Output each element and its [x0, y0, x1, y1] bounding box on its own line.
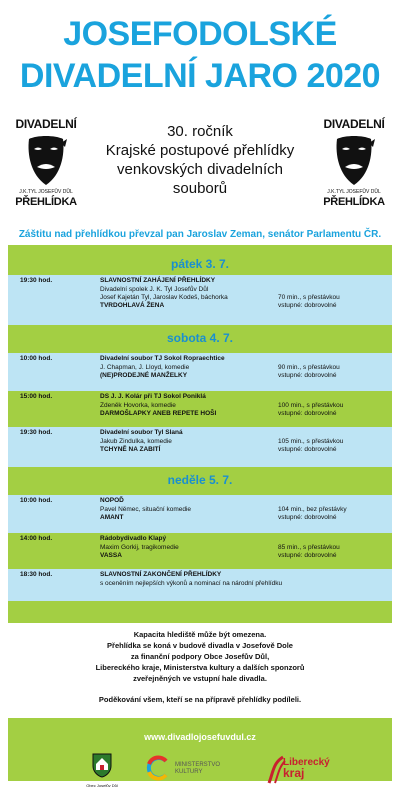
event-play: TVRDOHLAVÁ ŽENA [100, 302, 165, 309]
event-author: Zdeněk Hovorka, komedie [100, 402, 176, 409]
event-duration: 105 min., s přestávkou [278, 438, 344, 445]
day-label-saturday: sobota 4. 7. [166, 331, 234, 345]
info-line-2: Přehlídka se koná v budově divadla v Josefově Dole [107, 641, 293, 650]
subtitle-line-4: souborů [172, 180, 228, 197]
event-name: NOPOĎ [100, 497, 124, 504]
event-duration: 85 min., s přestávkou [278, 544, 340, 551]
logo-bottom-word: PŘEHLÍDKA [323, 196, 385, 208]
festival-logo-left [14, 118, 78, 220]
info-line-3: za finanční podpory Obce Josefův Důl, [130, 652, 270, 661]
logo-small-text: J.K.TYL JOSEFŮV DŮL [327, 189, 381, 195]
logo-top-word: DIVADELNÍ [15, 117, 77, 131]
ministry-logo-icon [145, 755, 171, 781]
event-play: TCHYNĚ NA ZABITÍ [100, 446, 161, 453]
event-play: DARMOŠLAPKY ANEB REPETE HOŠI [100, 410, 217, 417]
event-admission: vstupné: dobrovolné [278, 372, 337, 379]
logo-bottom-word: PŘEHLÍDKA [15, 196, 77, 208]
info-line-5: zveřejněných ve vstupní hale divadla. [133, 674, 267, 683]
ministry-label [175, 762, 220, 776]
program-frame [8, 245, 392, 781]
event-time: 19:30 hod. [20, 277, 53, 284]
subtitle-line-2: Krajské postupové přehlídky [105, 142, 295, 159]
event-time: 14:00 hod. [20, 535, 53, 542]
region-line-1: Liberecký [283, 757, 330, 768]
event-name: Divadelní soubor TJ Sokol Ropraechtice [100, 355, 225, 362]
sponsor-ministerstvo [145, 755, 235, 785]
event-time: 18:30 hod. [20, 571, 53, 578]
ministry-line-2: KULTURY [175, 769, 203, 775]
patron-text: Záštitu nad přehlídkou převzal pan Jaroslav Zeman, senátor Parlamentu ČR. [18, 229, 382, 240]
logo-top-word: DIVADELNÍ [323, 117, 385, 131]
event-admission: vstupné: dobrovolné [278, 552, 337, 559]
event-row [8, 353, 392, 391]
sponsor-obec [82, 752, 122, 792]
event-name: Divadelní soubor Tyl Slaná [100, 429, 183, 436]
subtitle-line-1: 30. ročník [167, 123, 233, 140]
festival-logo-right [322, 118, 386, 220]
event-name: Rádobydivadlo Klapý [100, 535, 167, 542]
title-line-2: DIVADELNÍ JARO 2020 [19, 57, 381, 95]
info-line-1: Kapacita hlediště může být omezena. [133, 630, 267, 639]
event-duration: 104 min., bez přestávky [278, 506, 347, 513]
event-author: Josef Kajetán Tyl, Jaroslav Kodeš, báchorka [100, 294, 228, 301]
event-author: Pavel Němec, situační komedie [100, 506, 192, 513]
subtitle-line-3: venkovských divadelních [117, 161, 283, 178]
day-label-friday: pátek 3. 7. [170, 257, 230, 271]
logo-small-text: J.K.TYL JOSEFŮV DŮL [19, 189, 73, 195]
event-time: 15:00 hod. [20, 393, 53, 400]
event-author: Maxim Gorkij, tragikomedie [100, 544, 179, 551]
event-row [8, 275, 392, 325]
spacer-band [8, 601, 392, 623]
info-line-4: Libereckého kraje, Ministerstva kultury a dalších sponzorů [95, 663, 305, 672]
event-row [8, 391, 392, 427]
event-row [8, 427, 392, 467]
event-row [8, 495, 392, 533]
municipal-crest-icon [91, 752, 113, 778]
event-admission: vstupné: dobrovolné [278, 514, 337, 521]
theatre-mask-icon [23, 133, 69, 189]
event-time: 10:00 hod. [20, 497, 53, 504]
website-link[interactable]: www.divadlojosefuvdul.cz [144, 732, 256, 742]
region-line-2: kraj [283, 766, 305, 780]
event-play: AMANT [100, 514, 124, 521]
event-row [8, 533, 392, 569]
event-name: SLAVNOSTNÍ ZAHÁJENÍ PŘEHLÍDKY [100, 277, 216, 284]
ministry-line-1: MINISTERSTVO [175, 762, 221, 768]
event-row [8, 569, 392, 601]
region-label [283, 757, 330, 779]
event-author: J. Chapman, J. Lloyd, komedie [100, 364, 190, 371]
info-text [8, 629, 392, 705]
event-time: 19:30 hod. [20, 429, 53, 436]
event-play: (NE)PRODEJNÉ MANŽELKY [100, 372, 188, 379]
theatre-mask-icon [331, 133, 377, 189]
event-note: s oceněním nejlepších výkonů a nominací na národní přehlídku [100, 580, 283, 587]
title-line-1: JOSEFODOLSKÉ [63, 15, 337, 53]
sponsor-obec-label: Obec Josefův Důl [86, 783, 118, 788]
event-admission: vstupné: dobrovolné [278, 410, 337, 417]
event-author: Jakub Zindulka, komedie [100, 438, 172, 445]
event-admission: vstupné: dobrovolné [278, 302, 337, 309]
thanks-text: Poděkování všem, kteří se na přípravě přehlídky podíleli. [98, 695, 302, 704]
sponsor-kraj [265, 755, 335, 789]
event-duration: 100 min., s přestávkou [278, 402, 344, 409]
subtitle [88, 122, 312, 198]
event-ensemble: Divadelní spolek J. K. Tyl Josefův Důl [100, 286, 209, 293]
event-time: 10:00 hod. [20, 355, 53, 362]
event-admission: vstupné: dobrovolné [278, 446, 337, 453]
day-label-sunday: neděle 5. 7. [167, 473, 233, 487]
event-duration: 70 min., s přestávkou [278, 294, 340, 301]
event-duration: 90 min., s přestávkou [278, 364, 340, 371]
event-name: DS J. J. Kolár při TJ Sokol Poniklá [100, 393, 206, 400]
event-name: SLAVNOSTNÍ ZAKONČENÍ PŘEHLÍDKY [100, 571, 222, 578]
event-play: VASSA [100, 552, 122, 559]
